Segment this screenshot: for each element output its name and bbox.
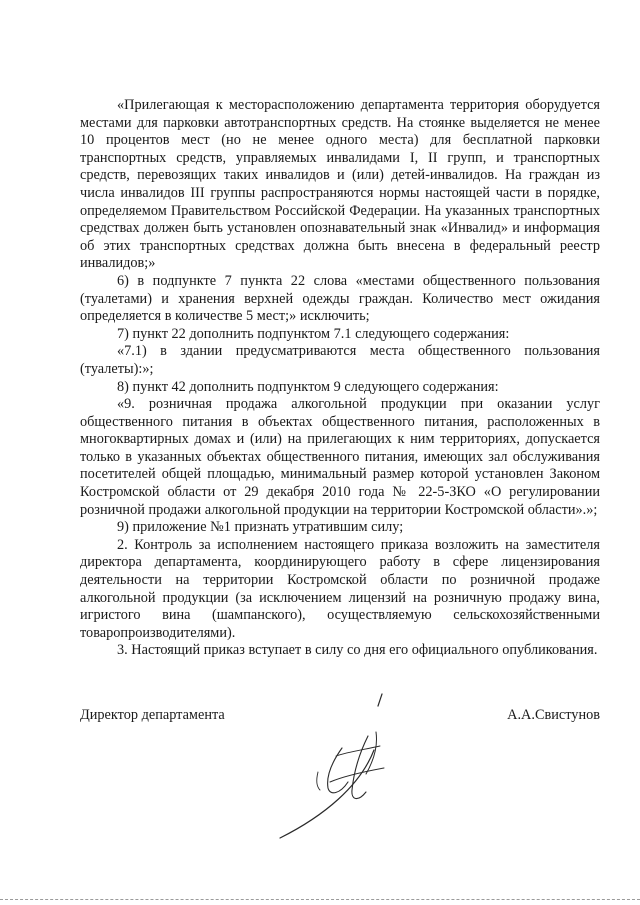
signatory-name: А.А.Свистунов [507, 707, 600, 723]
paragraph-item-9-text: «9. розничная продажа алкогольной продукции при оказании услуг общественного питания в объектах общественного питания, расположенных в многоквартирных домах и (или) на прилегающих к ним территориях, допускается только в указанных объектах общественного питания, имеющих зал обслуживания посетителей общей площадью, минимальный размер которой установлен Законом Костромской области от 29 декабря 2010 года № 22-5-ЗКО «О регулировании розничной продажи алкогольной продукции на территории Костромской области».»; [80, 396, 600, 518]
document-body [80, 97, 600, 660]
paragraph-item-7-1: «7.1) в здании предусматриваются места общественного пользования (туалеты):»; [80, 343, 600, 377]
paragraph-item-7: 7) пункт 22 дополнить подпунктом 7.1 следующего содержания: [117, 325, 510, 342]
signatory-title: Директор департамента [80, 707, 225, 723]
scan-edge-line [0, 899, 640, 900]
paragraph-parking: «Прилегающая к месторасположению департамента территория оборудуется местами для парковки автотранспортных средств. На стоянке выделяется не менее 10 процентов мест (но не менее одного места) для бесплатной парковки транспортных средств, управляемых инвалидами I, II групп, и транспортных средств, перевозящих таких инвалидов и (или) детей-инвалидов. На граждан из числа инвалидов III группы распространяются нормы настоящей части в порядке, определяемом Правительством Российской Федерации. На указанных транспортных средствах должен быть установлен опознавательный знак «Инвалид» и информация об этих транспортных средствах должна быть внесена в федеральный реестр инвалидов;» [80, 97, 600, 272]
paragraph-item-9: 9) приложение №1 признать утратившим силу; [117, 519, 404, 536]
paragraph-item-8: 8) пункт 42 дополнить подпунктом 9 следующего содержания: [117, 378, 499, 395]
paragraph-item-6: 6) в подпункте 7 пункта 22 слова «местами общественного пользования (туалетами) и хранения верхней одежды граждан. Количество мест ожидания определяется в количестве 5 мест;» исключить; [80, 272, 600, 325]
paragraph-clause-2: 2. Контроль за исполнением настоящего приказа возложить на заместителя директора департамента, координирующего работу в сфере лицензирования деятельности на территории Костромской области по розничной продаже алкогольной продукции (за исключением лицензий на розничную продажу вина, игристого вина (шампанского), осуществляемую сельскохозяйственными товаропроизводителями). [80, 536, 600, 641]
handwritten-signature [270, 690, 410, 850]
paragraph-clause-3: 3. Настоящий приказ вступает в силу со дня его официального опубликования. [117, 642, 598, 659]
